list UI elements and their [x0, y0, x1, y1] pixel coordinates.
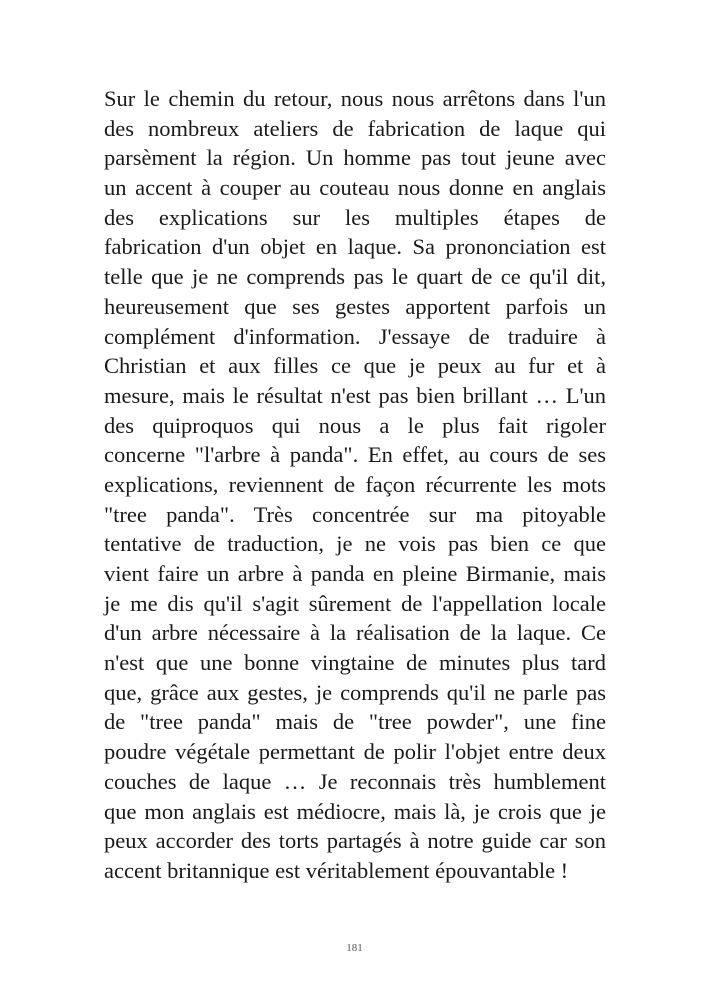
text-line: n'est que une bonne vingtaine de minutes plus tard	[104, 650, 606, 676]
text-line: tentative de traduction, je ne vois pas bien ce que	[104, 531, 606, 557]
text-line: un accent à couper au couteau nous donne en anglais	[104, 175, 606, 201]
text-line: explications, reviennent de façon récurrente les mots	[104, 471, 606, 497]
text-line: fabrication d'un objet en laque. Sa prononciation est	[104, 234, 606, 260]
text-line: vient faire un arbre à panda en pleine Birmanie, mais	[104, 561, 606, 586]
text-line: "tree panda". Très concentrée sur ma pitoyable	[104, 501, 606, 527]
text-line: des nombreux ateliers de fabrication de laque qui	[104, 115, 606, 141]
text-line: mesure, mais le résultat n'est pas bien brillant … L'un	[104, 382, 606, 408]
text-line: parsèment la région. Un homme pas tout jeune avec	[104, 145, 606, 171]
text-line: complément d'information. J'essaye de traduire à	[104, 323, 606, 349]
text-line: telle que je ne comprends pas le quart de ce qu'il dit,	[104, 264, 606, 290]
text-line: concerne "l'arbre à panda". En effet, au cours de ses	[104, 442, 606, 468]
text-line: poudre végétale permettant de polir l'objet entre deux	[104, 739, 606, 765]
text-line: des quiproquos qui nous a le plus fait rigoler	[104, 412, 606, 438]
text-line: que mon anglais est médiocre, mais là, je crois que je	[104, 798, 606, 824]
text-line: Christian et aux filles ce que je peux au fur et à	[104, 353, 606, 379]
page-number: 181	[346, 942, 363, 954]
text-line: d'un arbre nécessaire à la réalisation de la laque. Ce	[104, 620, 606, 646]
text-line: que, grâce aux gestes, je comprends qu'il ne parle pas	[104, 679, 606, 705]
text-line: couches de laque … Je reconnais très humblement	[104, 768, 606, 794]
text-line: je me dis qu'il s'agit sûrement de l'appellation locale	[104, 590, 606, 616]
text-line: de "tree panda" mais de "tree powder", une fine	[104, 709, 606, 735]
text-line-last: accent britannique est véritablement épouvantable !	[104, 857, 569, 883]
text-line: des explications sur les multiples étapes de	[104, 204, 606, 230]
body-paragraph	[104, 84, 606, 886]
text-line: heureusement que ses gestes apportent parfois un	[104, 293, 606, 319]
text-line: Sur le chemin du retour, nous nous arrêtons dans l'un	[104, 86, 606, 111]
text-line: peux accorder des torts partagés à notre guide car son	[104, 828, 606, 854]
